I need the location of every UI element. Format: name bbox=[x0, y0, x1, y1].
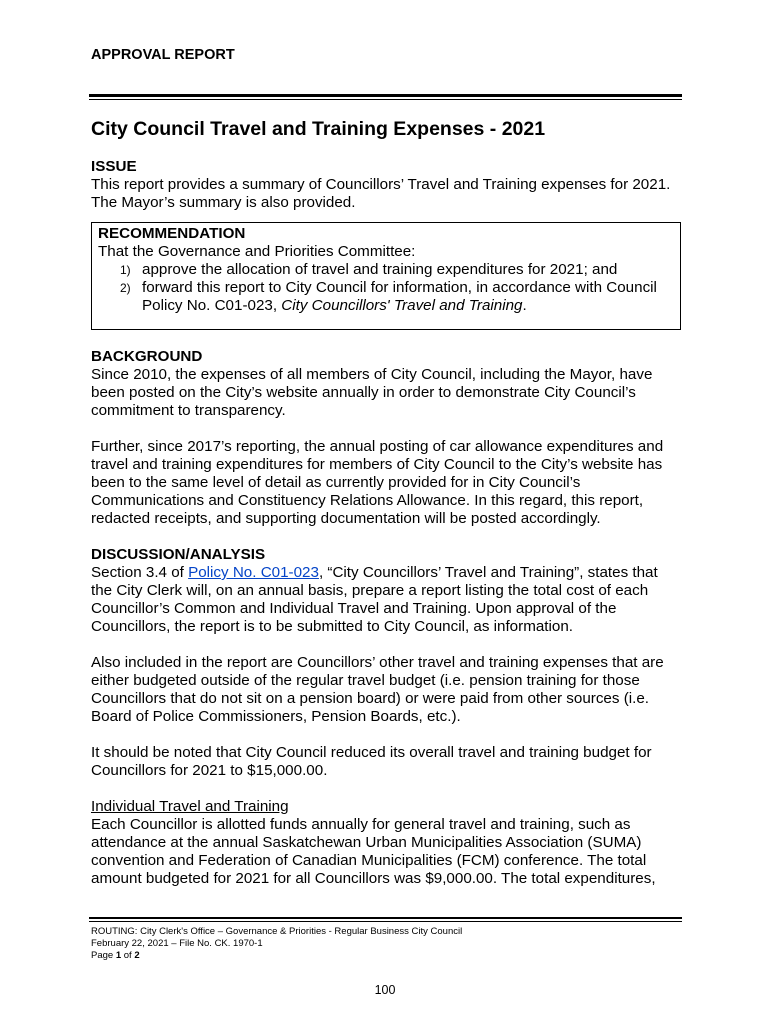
background-line: Communications and Constituency Relations Allowance. In this regard, this report, bbox=[91, 492, 644, 509]
discussion-line: Councillors that do not sit on a pension board) or were paid from other sources (i.e. bbox=[91, 690, 650, 707]
report-type-header: APPROVAL REPORT bbox=[91, 47, 235, 63]
page-current: 1 bbox=[115, 950, 122, 961]
individual-travel-subheading: Individual Travel and Training bbox=[91, 798, 289, 815]
discussion-heading: DISCUSSION/ANALYSIS bbox=[91, 546, 266, 563]
policy-title-italic: City Councillors' Travel and Training bbox=[281, 297, 523, 314]
discussion-line: convention and Federation of Canadian Municipalities (FCM) conference. The total bbox=[91, 852, 647, 869]
discussion-line: Board of Police Commissioners, Pension Boards, etc.). bbox=[91, 708, 461, 725]
background-line: commitment to transparency. bbox=[91, 402, 286, 419]
recommendation-item bbox=[98, 261, 680, 279]
footer bbox=[91, 926, 462, 962]
recommendation-box bbox=[91, 222, 681, 330]
recommendation-item bbox=[98, 279, 680, 315]
recommendation-text: approve the allocation of travel and training expenditures for 2021; and bbox=[142, 261, 618, 278]
issue-heading: ISSUE bbox=[91, 158, 137, 175]
discussion-text: Section 3.4 of bbox=[91, 564, 189, 581]
background-line: redacted receipts, and supporting documentation will be posted accordingly. bbox=[91, 510, 601, 527]
discussion-line: amount budgeted for 2021 for all Councillors was $9,000.00. The total expenditures, bbox=[91, 870, 656, 887]
discussion-line: Councillors, the report is to be submitted to City Council, as information. bbox=[91, 618, 573, 635]
page-of: of bbox=[121, 950, 135, 961]
discussion-line: attendance at the annual Saskatchewan Urban Municipalities Association (SUMA) bbox=[91, 834, 642, 851]
page-total: 2 bbox=[134, 950, 140, 961]
discussion-line: the City Clerk will, on an annual basis, prepare a report listing the total cost of each bbox=[91, 582, 649, 599]
issue-line: This report provides a summary of Councillors’ Travel and Training expenses for 2021. bbox=[91, 176, 671, 193]
header-rule-thin bbox=[89, 99, 682, 100]
background-line: been to the same level of detail as currently provided for in City Council’s bbox=[91, 474, 581, 491]
background-line: travel and training expenditures for members of City Council to the City’s website has bbox=[91, 456, 663, 473]
discussion-line: It should be noted that City Council reduced its overall travel and training budget for bbox=[91, 744, 652, 761]
footer-rule-thin bbox=[89, 921, 682, 922]
recommendation-number: 2) bbox=[120, 281, 131, 295]
footer-rule bbox=[89, 917, 682, 919]
background-line: Since 2010, the expenses of all members of City Council, including the Mayor, have bbox=[91, 366, 653, 383]
report-body bbox=[91, 158, 681, 888]
routing-line: ROUTING: City Clerk's Office – Governance & Priorities - Regular Business City Council bbox=[91, 926, 463, 937]
date-file-line: February 22, 2021 – File No. CK. 1970-1 bbox=[91, 938, 263, 949]
header-rule bbox=[89, 94, 682, 97]
page-count-line bbox=[91, 950, 462, 962]
discussion-line: Each Councillor is allotted funds annually for general travel and training, such as bbox=[91, 816, 631, 833]
background-line: Further, since 2017’s reporting, the annual posting of car allowance expenditures and bbox=[91, 438, 664, 455]
discussion-line: Councillors for 2021 to $15,000.00. bbox=[91, 762, 328, 779]
recommendation-text: forward this report to City Council for information, in accordance with Council bbox=[142, 279, 657, 296]
background-heading: BACKGROUND bbox=[91, 348, 203, 365]
discussion-text: , “City Councillors’ Travel and Training”, states that bbox=[318, 564, 658, 581]
recommendation-intro: That the Governance and Priorities Committee: bbox=[98, 243, 416, 260]
recommendation-period: . bbox=[522, 297, 527, 314]
policy-link[interactable]: Policy No. C01-023 bbox=[188, 564, 319, 581]
issue-line: The Mayor’s summary is also provided. bbox=[91, 194, 356, 211]
page-title: City Council Travel and Training Expenses - 2021 bbox=[91, 118, 546, 140]
recommendation-heading: RECOMMENDATION bbox=[98, 225, 246, 242]
recommendation-list bbox=[98, 261, 680, 315]
page-label: Page bbox=[91, 950, 116, 961]
recommendation-text-cont: Policy No. C01-023, bbox=[142, 297, 282, 314]
discussion-line: either budgeted outside of the regular travel budget (i.e. pension training for those bbox=[91, 672, 640, 689]
recommendation-number: 1) bbox=[120, 263, 131, 277]
page-number: 100 bbox=[374, 983, 396, 997]
discussion-line bbox=[91, 564, 681, 582]
background-line: been posted on the City’s website annually in order to demonstrate City Council’s bbox=[91, 384, 636, 401]
discussion-line: Also included in the report are Councillors’ other travel and training expenses that are bbox=[91, 654, 664, 671]
discussion-line: Councillor’s Common and Individual Travel and Training. Upon approval of the bbox=[91, 600, 617, 617]
